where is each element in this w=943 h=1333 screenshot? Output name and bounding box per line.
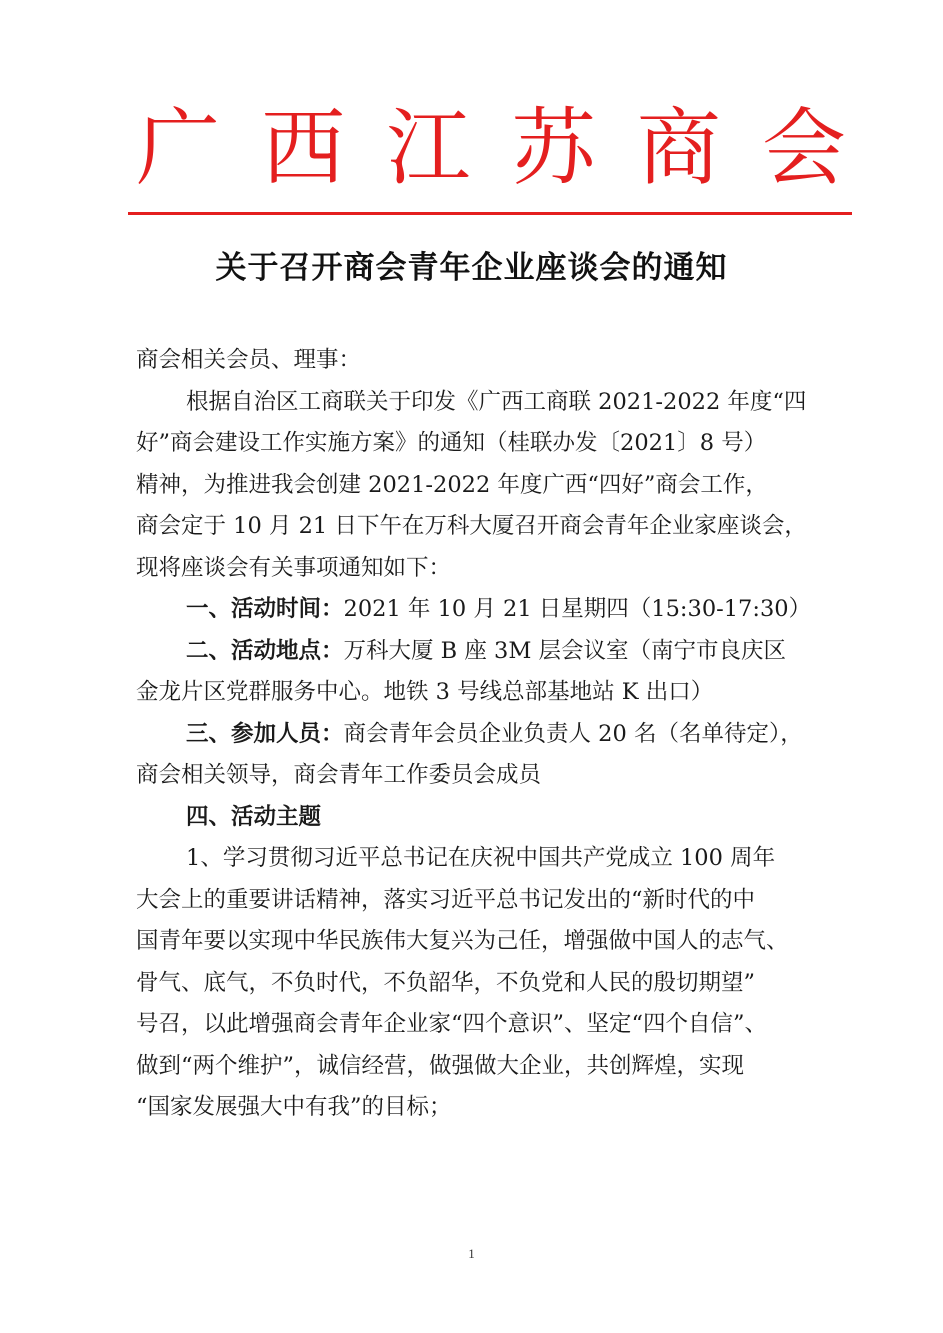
document-body: [136, 340, 856, 1129]
theme-item-line: 号召，以此增强商会青年企业家“四个意识”、坚定“四个自信”、: [136, 1011, 768, 1037]
theme-item-line: 大会上的重要讲话精神，落实习近平总书记发出的“新时代的中: [136, 886, 756, 913]
event-place-label: 二、活动地点：: [186, 637, 344, 664]
event-place-value-cont: 金龙片区党群服务中心。地铁 3 号线总部基地站 K 出口）: [136, 679, 714, 705]
participants-value-cont: 商会相关领导，商会青年工作委员会成员: [136, 762, 542, 788]
intro-line: 商会定于 10 月 21 日下午在万科大厦召开商会青年企业家座谈会，: [136, 513, 807, 539]
org-name-char: 会: [761, 98, 846, 197]
salutation: 商会相关会员、理事：: [136, 347, 362, 373]
event-place-value: 万科大厦 B 座 3M 层会议室（南宁市良庆区: [343, 637, 787, 664]
participants-value: 商会青年会员企业负责人 20 名（名单待定），: [343, 720, 803, 747]
event-time-label: 一、活动时间：: [186, 596, 344, 622]
org-name-char: 商: [636, 98, 721, 197]
theme-item-line: “国家发展强大中有我”的目标；: [136, 1094, 452, 1120]
org-name-char: 苏: [511, 98, 596, 197]
document-title: 关于召开商会青年企业座谈会的通知: [215, 250, 728, 286]
event-place-section: [136, 631, 856, 673]
participants-section: [136, 714, 856, 756]
intro-line: 现将座谈会有关事项通知如下：: [136, 554, 452, 581]
intro-line: 根据自治区工商联关于印发《广西工商联 2021-2022 年度“四: [186, 388, 807, 415]
theme-item-line: 国青年要以实现中华民族伟大复兴为己任，增强做中国人的志气、: [136, 928, 789, 954]
org-name-char: 江: [386, 98, 471, 197]
org-name-header: [136, 100, 846, 195]
theme-item-line: 1、学习贯彻习近平总书记在庆祝中国共产党成立 100 周年: [186, 845, 776, 871]
org-name-char: 西: [261, 98, 346, 197]
header-divider: [128, 212, 852, 215]
org-name-char: 广: [136, 98, 221, 197]
page-number: 1: [468, 1246, 475, 1261]
theme-item-line: 做到“两个维护”，诚信经营，做强做大企业，共创辉煌，实现: [136, 1052, 745, 1079]
intro-line: 精神，为推进我会创建 2021-2022 年度广西“四好”商会工作，: [136, 471, 768, 498]
theme-item-line: 骨气、底气，不负时代，不负韶华，不负党和人民的殷切期望”: [136, 969, 756, 996]
event-time-section: [136, 589, 856, 631]
participants-label: 三、参加人员：: [186, 720, 344, 747]
event-time-value: 2021 年 10 月 21 日星期四（15:30-17:30）: [343, 596, 812, 622]
intro-line: 好”商会建设工作实施方案》的通知（桂联办发〔2021〕8 号）: [136, 430, 767, 456]
theme-heading: 四、活动主题: [186, 803, 322, 830]
